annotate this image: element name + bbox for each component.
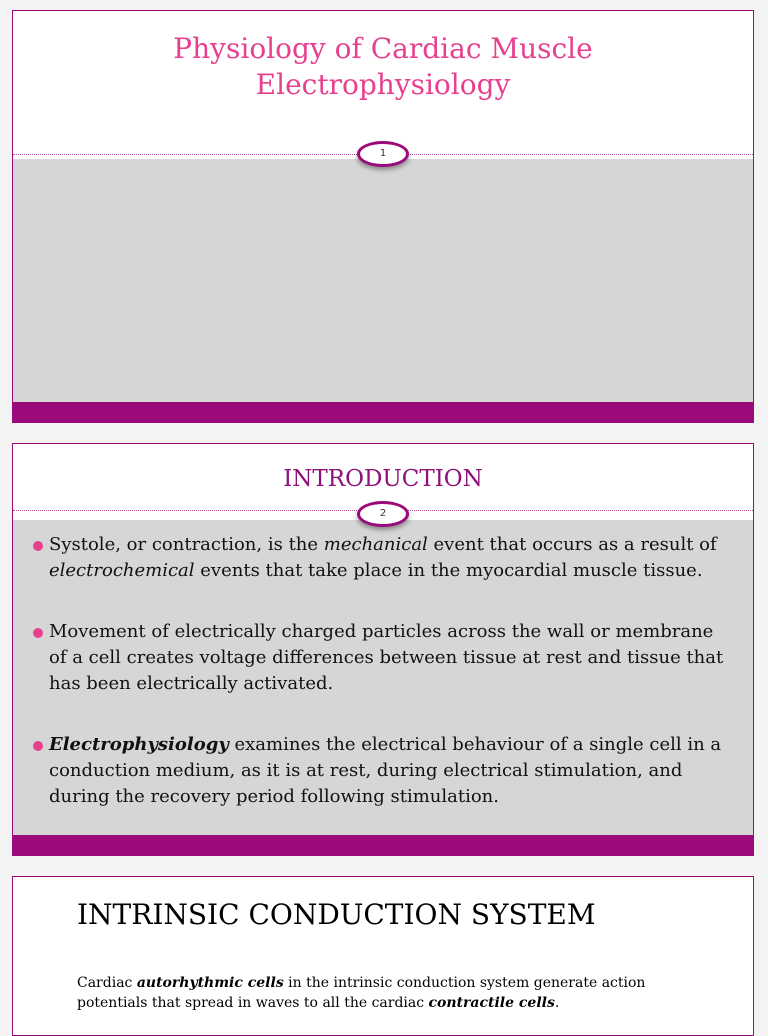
- bullet-text: Movement of electrically charged particles across the wall or membrane of a cell creates voltage differences between tissue at rest and tissue that has been electrically activated.: [49, 621, 724, 694]
- bullet-item: [31, 732, 735, 810]
- slide-3-paragraph: [77, 973, 689, 1013]
- paragraph-text: in the intrinsic conduction system generate action potentials that spread in waves to all the cardiac: [77, 975, 646, 1011]
- paragraph-strong-term: autorhythmic cells: [136, 975, 284, 991]
- bullet-text: examines the electrical behaviour of a single cell in a conduction medium, as it is at rest, during electrical stimulation, and during the recovery period following stimulation.: [49, 734, 722, 807]
- slide-2-title: INTRODUCTION: [283, 466, 483, 492]
- bullet-emphasis: mechanical: [323, 534, 428, 555]
- slide-3-title: INTRINSIC CONDUCTION SYSTEM: [77, 898, 596, 931]
- slide-1-title-line-2: Electrophysiology: [255, 68, 511, 101]
- bullet-text: events that take place in the myocardial muscle tissue.: [194, 560, 703, 581]
- slide-2: [12, 443, 754, 856]
- bullet-strong-term: Electrophysiology: [49, 734, 229, 755]
- paragraph-strong-term: contractile cells: [428, 995, 555, 1011]
- slide-1-title: [13, 31, 753, 103]
- paragraph-text: .: [554, 995, 560, 1011]
- slide-1-title-area: [13, 11, 753, 154]
- paragraph-text: Cardiac: [77, 975, 137, 991]
- slide-1-footer-bar: [13, 402, 753, 422]
- slide-1-title-line-1: Physiology of Cardiac Muscle: [173, 32, 593, 65]
- bullet-text: event that occurs as a result of: [427, 534, 717, 555]
- bullet-text: Systole, or contraction, is the: [49, 534, 324, 555]
- bullet-item: [31, 532, 735, 584]
- bullet-dot-icon: [33, 541, 43, 551]
- bullet-dot-icon: [33, 741, 43, 751]
- bullet-item: [31, 619, 735, 697]
- slide-3: [12, 876, 754, 1036]
- bullet-emphasis: electrochemical: [49, 560, 195, 581]
- bullet-dot-icon: [33, 628, 43, 638]
- slide-2-bullet-list: [31, 532, 735, 845]
- slide-1-content-area: [13, 159, 753, 402]
- slide-1: [12, 10, 754, 423]
- slide-1-number-badge: 1: [357, 141, 409, 167]
- slide-2-number-badge: 2: [357, 501, 409, 527]
- slide-2-footer-bar: [13, 835, 753, 855]
